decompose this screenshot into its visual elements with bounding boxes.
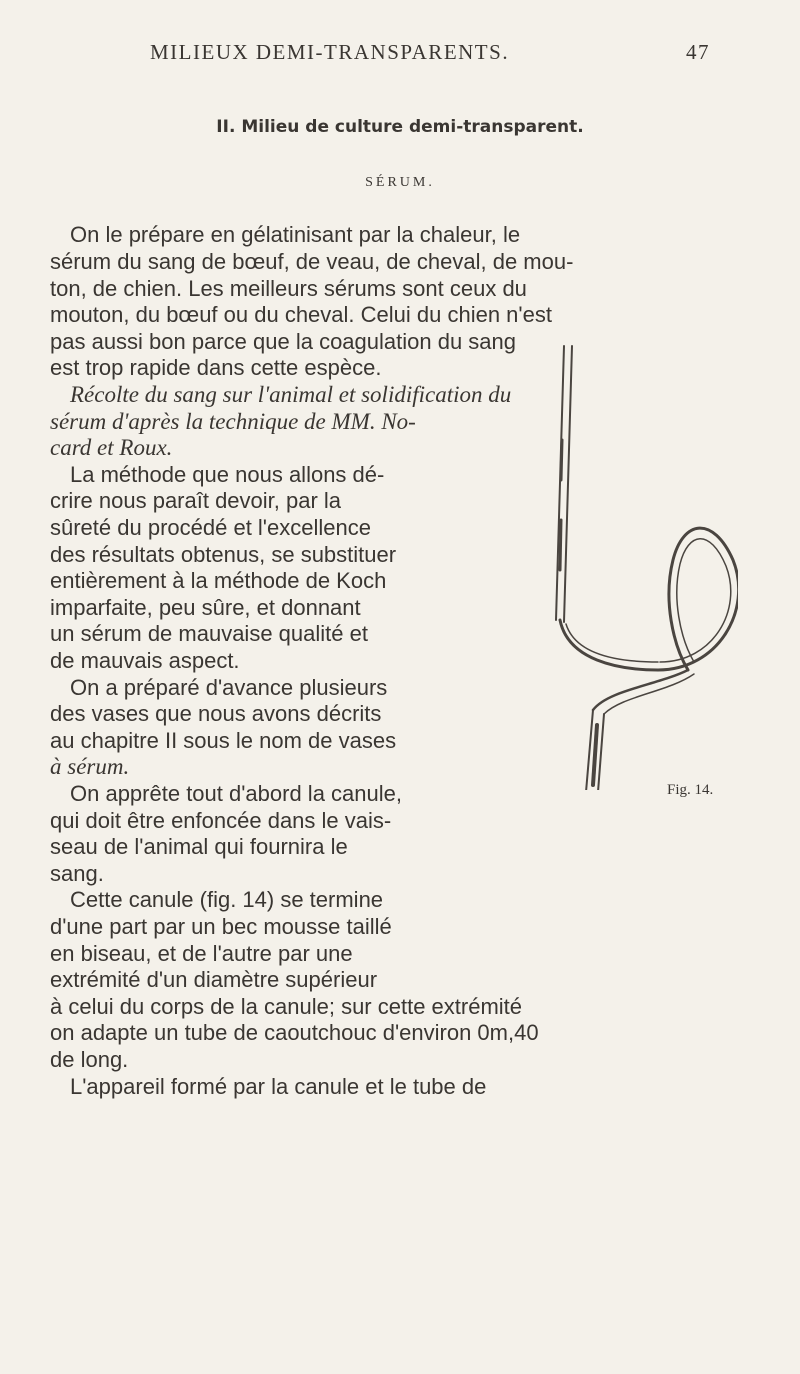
text-line: un sérum de mauvaise qualité et (50, 621, 368, 646)
text-line: extrémité d'un diamètre supérieur (50, 967, 378, 992)
text-line: des résultats obtenus, se substituer (50, 542, 397, 567)
text-line: entièrement à la méthode de Koch (50, 568, 387, 593)
text-line: Cette canule (fig. 14) se termine (70, 887, 384, 912)
text-line: on adapte un tube de caoutchouc d'environ 0m,40 (50, 1020, 539, 1045)
text-line: de mauvais aspect. (50, 648, 240, 673)
text-line: au chapitre II sous le nom de vases (50, 728, 397, 753)
text-line: sang. (50, 861, 104, 886)
text-line: pas aussi bon parce que la coagulation du sang (50, 329, 517, 354)
text-line: qui doit être enfoncée dans le vais- (50, 808, 392, 833)
text-line: sûreté du procédé et l'excellence (50, 515, 371, 540)
text-line: à celui du corps de la canule; sur cette extrémité (50, 994, 523, 1019)
text-line: en biseau, et de l'autre par une (50, 941, 353, 966)
text-line-italic: sérum d'après la technique de MM. No- (50, 409, 416, 434)
text-line: On apprête tout d'abord la canule, (70, 781, 402, 806)
text-line: ton, de chien. Les meilleurs sérums sont ceux du (50, 276, 527, 301)
text-line: est trop rapide dans cette espèce. (50, 355, 382, 380)
text-line: imparfaite, peu sûre, et donnant (50, 595, 361, 620)
text-line: La méthode que nous allons dé- (70, 462, 385, 487)
text-line-italic: Récolte du sang sur l'animal et solidification du (70, 382, 512, 407)
text-line: de long. (50, 1047, 129, 1072)
text-line: crire nous paraît devoir, par la (50, 488, 342, 513)
text-line: L'appareil formé par la canule et le tube de (70, 1074, 487, 1099)
text-line: sérum du sang de bœuf, de veau, de cheval, de mou- (50, 249, 574, 274)
running-header (150, 40, 710, 65)
text-line: des vases que nous avons décrits (50, 701, 382, 726)
text-line: d'une part par un bec mousse taillé (50, 914, 392, 939)
cannula-figure (548, 340, 738, 790)
text-line: On a préparé d'avance plusieurs (70, 675, 388, 700)
page-number: 47 (686, 40, 710, 64)
text-line-italic: card et Roux. (50, 435, 173, 460)
figure-caption: Fig. 14. (667, 782, 714, 798)
section-subtitle: SÉRUM. (365, 175, 435, 190)
text-line: seau de l'animal qui fournira le (50, 834, 348, 859)
text-line-italic: à sérum. (50, 754, 130, 779)
text-line: On le prépare en gélatinisant par la chaleur, le (70, 222, 521, 247)
text-line: mouton, du bœuf ou du cheval. Celui du chien n'est (50, 302, 552, 327)
header-title: MILIEUX DEMI-TRANSPARENTS. (150, 40, 510, 64)
section-title: II. Milieu de culture demi-transparent. (216, 117, 584, 137)
